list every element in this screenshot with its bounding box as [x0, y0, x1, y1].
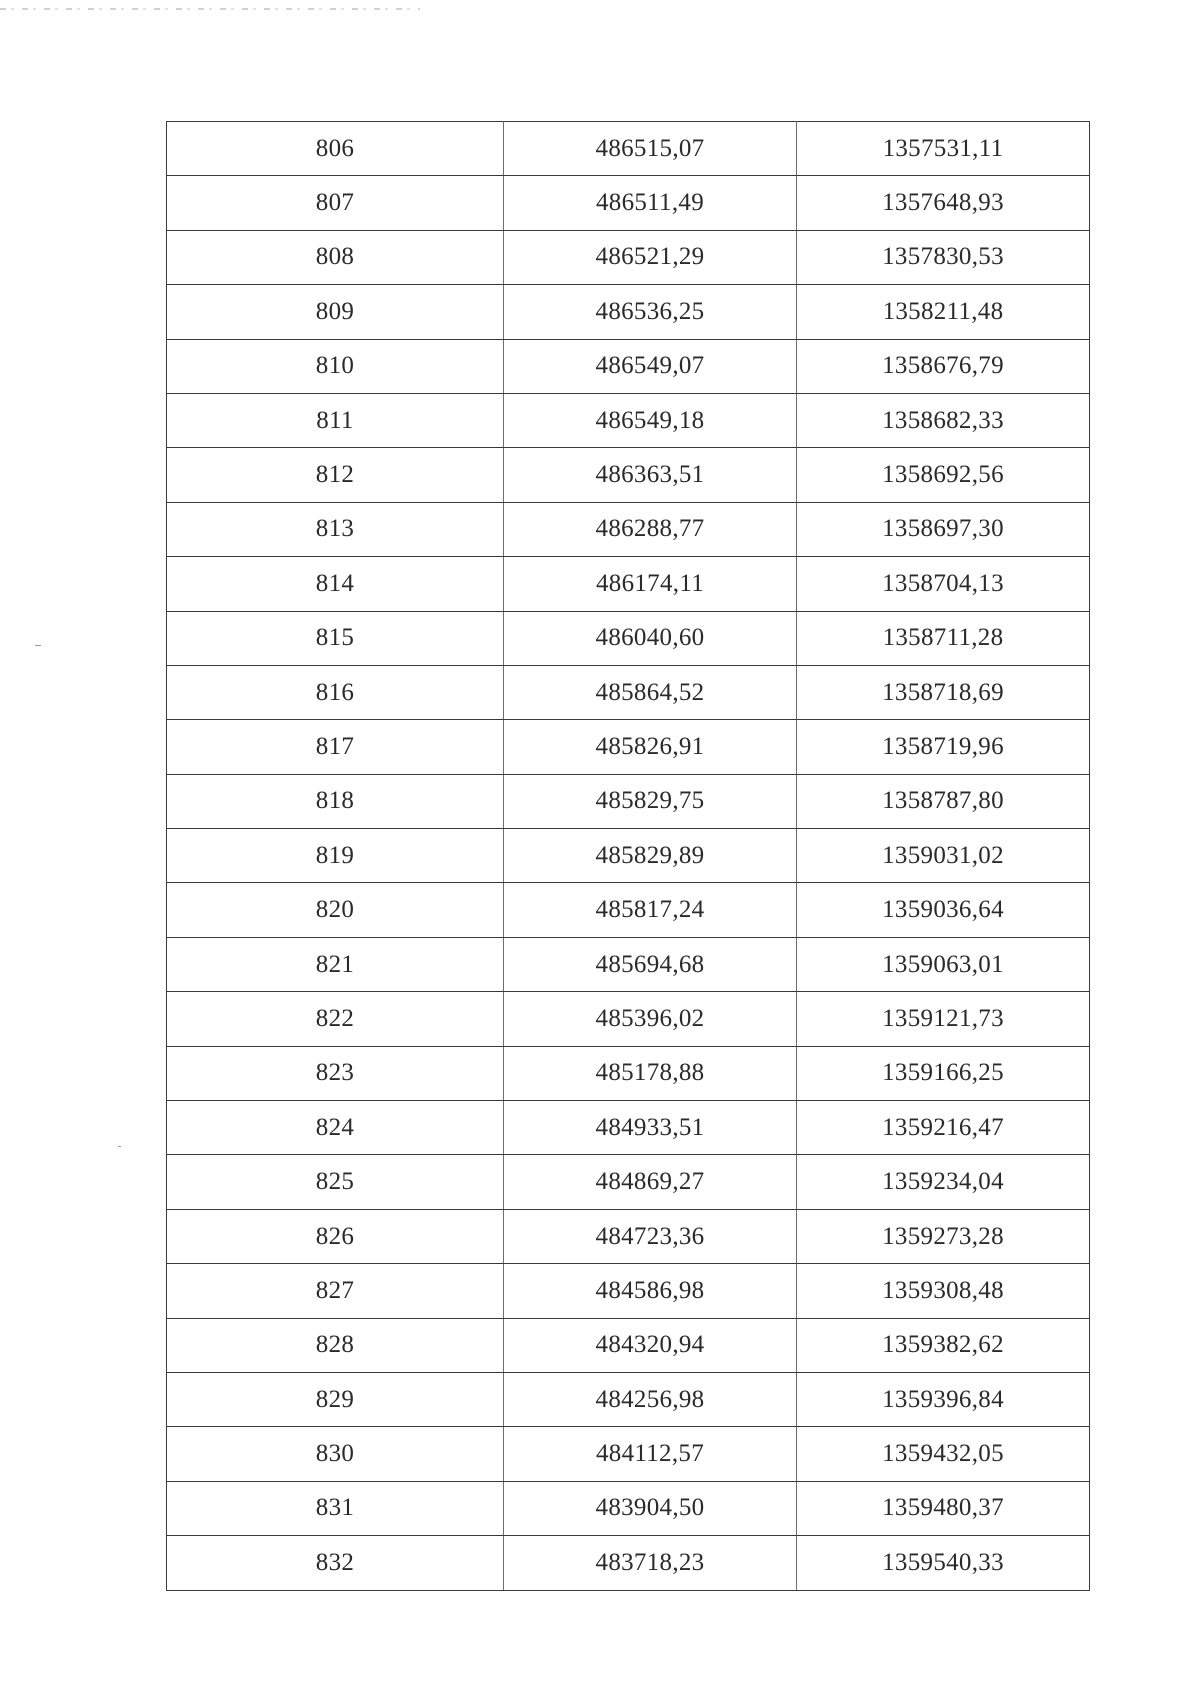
point-number-cell: 828	[167, 1318, 504, 1372]
y-coordinate-cell: 1358787,80	[797, 774, 1090, 828]
x-coordinate-cell: 484320,94	[504, 1318, 797, 1372]
y-coordinate-cell: 1359036,64	[797, 883, 1090, 937]
point-number-cell: 807	[167, 176, 504, 230]
point-number-cell: 808	[167, 230, 504, 284]
scan-artifact-line	[0, 8, 420, 10]
point-number-cell: 829	[167, 1372, 504, 1426]
point-number-cell: 821	[167, 937, 504, 991]
table-row	[167, 1536, 1090, 1590]
table-row	[167, 665, 1090, 719]
table-row	[167, 992, 1090, 1046]
y-coordinate-cell: 1358697,30	[797, 502, 1090, 556]
table-row	[167, 502, 1090, 556]
x-coordinate-cell: 486288,77	[504, 502, 797, 556]
point-number-cell: 812	[167, 448, 504, 502]
y-coordinate-cell: 1358718,69	[797, 665, 1090, 719]
y-coordinate-cell: 1359166,25	[797, 1046, 1090, 1100]
scan-speck	[35, 645, 41, 646]
point-number-cell: 827	[167, 1264, 504, 1318]
table-row	[167, 1209, 1090, 1263]
table-row	[167, 829, 1090, 883]
point-number-cell: 810	[167, 339, 504, 393]
y-coordinate-cell: 1359273,28	[797, 1209, 1090, 1263]
table-row	[167, 230, 1090, 284]
point-number-cell: 806	[167, 122, 504, 176]
point-number-cell: 832	[167, 1536, 504, 1590]
table-row	[167, 339, 1090, 393]
x-coordinate-cell: 485826,91	[504, 720, 797, 774]
x-coordinate-cell: 485829,89	[504, 829, 797, 883]
table-row	[167, 1046, 1090, 1100]
y-coordinate-cell: 1358211,48	[797, 285, 1090, 339]
point-number-cell: 813	[167, 502, 504, 556]
table-row	[167, 774, 1090, 828]
point-number-cell: 820	[167, 883, 504, 937]
point-number-cell: 826	[167, 1209, 504, 1263]
y-coordinate-cell: 1359121,73	[797, 992, 1090, 1046]
table-row	[167, 1264, 1090, 1318]
x-coordinate-cell: 486536,25	[504, 285, 797, 339]
x-coordinate-cell: 484112,57	[504, 1427, 797, 1481]
table-row	[167, 1155, 1090, 1209]
table-row	[167, 393, 1090, 447]
table-row	[167, 1427, 1090, 1481]
point-number-cell: 823	[167, 1046, 504, 1100]
table-row	[167, 1481, 1090, 1535]
x-coordinate-cell: 486363,51	[504, 448, 797, 502]
x-coordinate-cell: 485864,52	[504, 665, 797, 719]
point-number-cell: 811	[167, 393, 504, 447]
point-number-cell: 819	[167, 829, 504, 883]
x-coordinate-cell: 484586,98	[504, 1264, 797, 1318]
table-row	[167, 122, 1090, 176]
y-coordinate-cell: 1359031,02	[797, 829, 1090, 883]
point-number-cell: 816	[167, 665, 504, 719]
table-row	[167, 720, 1090, 774]
table-row	[167, 448, 1090, 502]
table-row	[167, 285, 1090, 339]
x-coordinate-cell: 486549,18	[504, 393, 797, 447]
scan-speck	[118, 1146, 121, 1147]
y-coordinate-cell: 1359216,47	[797, 1101, 1090, 1155]
y-coordinate-cell: 1357531,11	[797, 122, 1090, 176]
table-row	[167, 1101, 1090, 1155]
point-number-cell: 809	[167, 285, 504, 339]
x-coordinate-cell: 483718,23	[504, 1536, 797, 1590]
x-coordinate-cell: 486549,07	[504, 339, 797, 393]
x-coordinate-cell: 485178,88	[504, 1046, 797, 1100]
y-coordinate-cell: 1359382,62	[797, 1318, 1090, 1372]
point-number-cell: 825	[167, 1155, 504, 1209]
x-coordinate-cell: 484256,98	[504, 1372, 797, 1426]
y-coordinate-cell: 1359432,05	[797, 1427, 1090, 1481]
x-coordinate-cell: 486515,07	[504, 122, 797, 176]
point-number-cell: 814	[167, 557, 504, 611]
x-coordinate-cell: 485829,75	[504, 774, 797, 828]
x-coordinate-cell: 486040,60	[504, 611, 797, 665]
point-number-cell: 831	[167, 1481, 504, 1535]
point-number-cell: 818	[167, 774, 504, 828]
y-coordinate-cell: 1358711,28	[797, 611, 1090, 665]
x-coordinate-cell: 486174,11	[504, 557, 797, 611]
y-coordinate-cell: 1358692,56	[797, 448, 1090, 502]
point-number-cell: 815	[167, 611, 504, 665]
table-row	[167, 176, 1090, 230]
y-coordinate-cell: 1359480,37	[797, 1481, 1090, 1535]
point-number-cell: 830	[167, 1427, 504, 1481]
table-row	[167, 937, 1090, 991]
x-coordinate-cell: 484933,51	[504, 1101, 797, 1155]
x-coordinate-cell: 484723,36	[504, 1209, 797, 1263]
y-coordinate-cell: 1359234,04	[797, 1155, 1090, 1209]
y-coordinate-cell: 1357830,53	[797, 230, 1090, 284]
y-coordinate-cell: 1359308,48	[797, 1264, 1090, 1318]
table-row	[167, 1318, 1090, 1372]
y-coordinate-cell: 1358704,13	[797, 557, 1090, 611]
point-number-cell: 824	[167, 1101, 504, 1155]
x-coordinate-cell: 486521,29	[504, 230, 797, 284]
coordinates-table-body	[167, 122, 1090, 1591]
table-row	[167, 883, 1090, 937]
point-number-cell: 817	[167, 720, 504, 774]
y-coordinate-cell: 1357648,93	[797, 176, 1090, 230]
table-row	[167, 1372, 1090, 1426]
x-coordinate-cell: 484869,27	[504, 1155, 797, 1209]
y-coordinate-cell: 1358682,33	[797, 393, 1090, 447]
y-coordinate-cell: 1359540,33	[797, 1536, 1090, 1590]
y-coordinate-cell: 1358719,96	[797, 720, 1090, 774]
table-row	[167, 557, 1090, 611]
x-coordinate-cell: 485694,68	[504, 937, 797, 991]
y-coordinate-cell: 1358676,79	[797, 339, 1090, 393]
x-coordinate-cell: 486511,49	[504, 176, 797, 230]
x-coordinate-cell: 485396,02	[504, 992, 797, 1046]
x-coordinate-cell: 485817,24	[504, 883, 797, 937]
x-coordinate-cell: 483904,50	[504, 1481, 797, 1535]
point-number-cell: 822	[167, 992, 504, 1046]
coordinates-table	[166, 121, 1090, 1591]
y-coordinate-cell: 1359396,84	[797, 1372, 1090, 1426]
y-coordinate-cell: 1359063,01	[797, 937, 1090, 991]
table-row	[167, 611, 1090, 665]
